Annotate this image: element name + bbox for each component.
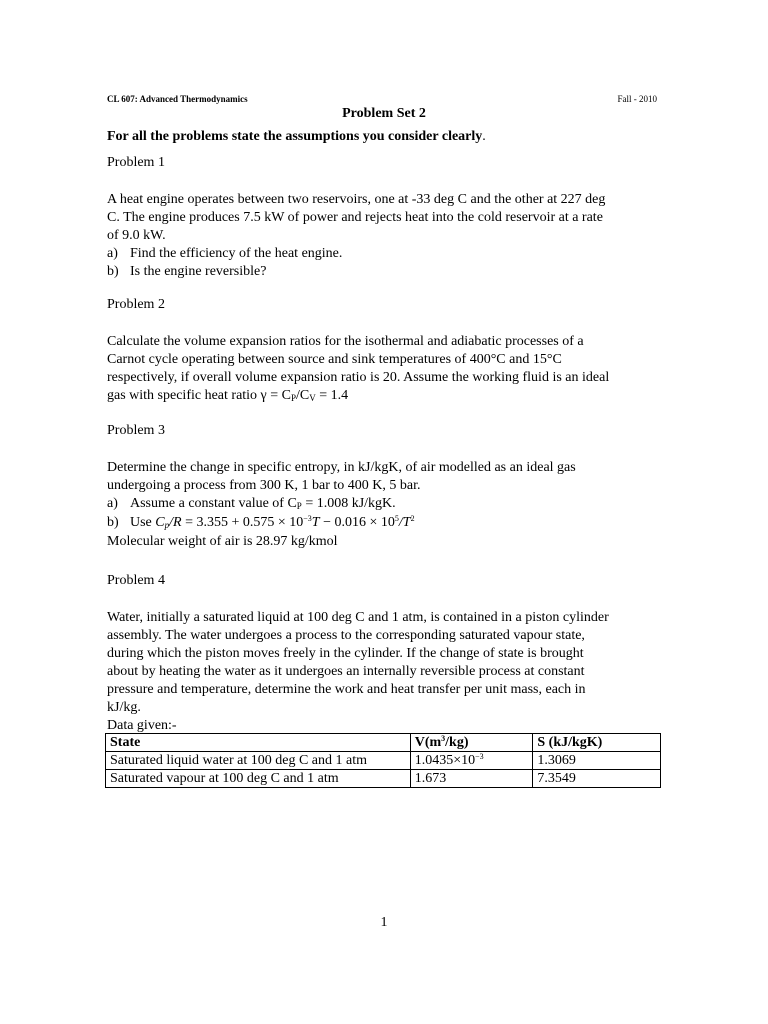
formula-symbol: C [155, 515, 165, 530]
problem-2-line-last [107, 387, 667, 405]
problem-4-heading: Problem 4 [107, 573, 165, 588]
cp-formula [155, 515, 414, 530]
problem-3-body [107, 459, 667, 551]
problem-1-line: of 9.0 kW. [107, 228, 166, 243]
table-cell-entropy: 7.3549 [533, 770, 661, 788]
table-cell-state: Saturated vapour at 100 deg C and 1 atm [106, 770, 411, 788]
problem-1-line: A heat engine operates between two reservoirs, one at -33 deg C and the other at 227 deg [107, 192, 606, 207]
table-cell-volume [410, 770, 533, 788]
problem-1-item-a [107, 245, 667, 263]
problem-4-line: about by heating the water as it undergoes an internally reversible process at constant [107, 664, 585, 679]
formula-symbol: T [311, 515, 320, 530]
superscript: 3 [441, 733, 446, 743]
problem-3-item-b [107, 513, 667, 533]
subscript: P [296, 501, 302, 511]
problem-4-line: kJ/kg. [107, 700, 141, 715]
text-run: /C [296, 388, 310, 403]
superscript: 2 [410, 514, 415, 523]
text-run: − 0.016 × 10 [319, 515, 395, 530]
subscript: p [164, 520, 170, 530]
superscript: −3 [475, 751, 484, 761]
text-run: 1.0435×10 [414, 752, 476, 768]
problem-4-line: during which the piston moves freely in the cylinder. If the change of state is brought [107, 646, 584, 661]
instructions-text: For all the problems state the assumptions you consider clearly [107, 129, 483, 144]
molecular-weight-line: Molecular weight of air is 28.97 kg/kmol [107, 534, 338, 549]
page-number: 1 [380, 915, 388, 930]
problem-2-line: Carnot cycle operating between source and sink temperatures of 400°C and 15°C [107, 352, 562, 367]
table-row [106, 770, 661, 788]
problem-4-line: Water, initially a saturated liquid at 100 deg C and 1 atm, is contained in a piston cylinder [107, 610, 609, 625]
table-header-entropy: S (kJ/kgK) [533, 734, 661, 752]
course-name: CL 607: Advanced Thermodynamics [107, 94, 248, 104]
problem-2-body [107, 333, 667, 405]
problem-4-line: pressure and temperature, determine the work and heat transfer per unit mass, each in [107, 682, 586, 697]
superscript: 5 [394, 514, 399, 523]
subscript: V [309, 393, 316, 403]
problem-4-line: assembly. The water undergoes a process to the corresponding saturated vapour state, [107, 628, 585, 643]
problem-3-item-a [107, 495, 667, 513]
text-run: Use [130, 515, 152, 530]
text-run: = 1.4 [315, 388, 349, 403]
instructions-period: . [482, 129, 486, 144]
text-run: /kg) [445, 734, 469, 750]
subscript: P [290, 393, 296, 403]
table-header-state: State [106, 734, 411, 752]
table-cell-volume [410, 752, 533, 770]
item-label: b) [107, 515, 119, 530]
table-cell-entropy: 1.3069 [533, 752, 661, 770]
table-cell-state: Saturated liquid water at 100 deg C and 1 atm [106, 752, 411, 770]
text-run: V(m [414, 734, 442, 750]
problem-4-body [107, 609, 667, 735]
formula-symbol: /R [169, 515, 182, 530]
item-label: a) [107, 496, 118, 511]
text-run: = 1.008 kJ/kgK. [301, 496, 396, 511]
instructions [107, 129, 486, 145]
item-label: a) [107, 246, 118, 261]
problem-1-line: C. The engine produces 7.5 kW of power and rejects heat into the cold reservoir at a rate [107, 210, 603, 225]
item-label: b) [107, 264, 119, 279]
problem-1-heading: Problem 1 [107, 155, 165, 170]
table-header-row [106, 734, 661, 752]
problem-2-line: respectively, if overall volume expansion ratio is 20. Assume the working fluid is an ideal [107, 370, 610, 385]
data-given-label: Data given:- [107, 718, 177, 733]
text-run: Assume a constant value of C [130, 496, 297, 511]
problem-3-line: Determine the change in specific entropy, in kJ/kgK, of air modelled as an ideal gas [107, 460, 576, 475]
superscript: −3 [303, 514, 312, 523]
formula-symbol: /T [398, 515, 411, 530]
document-title: Problem Set 2 [342, 106, 426, 121]
text-run: gas with specific heat ratio γ = C [107, 388, 291, 403]
term-label: Fall - 2010 [617, 94, 657, 104]
problem-2-heading: Problem 2 [107, 297, 165, 312]
problem-2-line: Calculate the volume expansion ratios for the isothermal and adiabatic processes of a [107, 334, 584, 349]
problem-3-line: undergoing a process from 300 K, 1 bar to 400 K, 5 bar. [107, 478, 421, 493]
data-table [105, 733, 661, 788]
item-text: Is the engine reversible? [130, 264, 267, 279]
text-run: 1.673 [414, 770, 447, 786]
problem-3-heading: Problem 3 [107, 423, 165, 438]
table-header-volume [410, 734, 533, 752]
problem-1-body [107, 191, 667, 281]
problem-1-item-b [107, 263, 667, 281]
item-text: Find the efficiency of the heat engine. [130, 246, 343, 261]
table-row [106, 752, 661, 770]
text-run: = 3.355 + 0.575 × 10 [181, 515, 304, 530]
